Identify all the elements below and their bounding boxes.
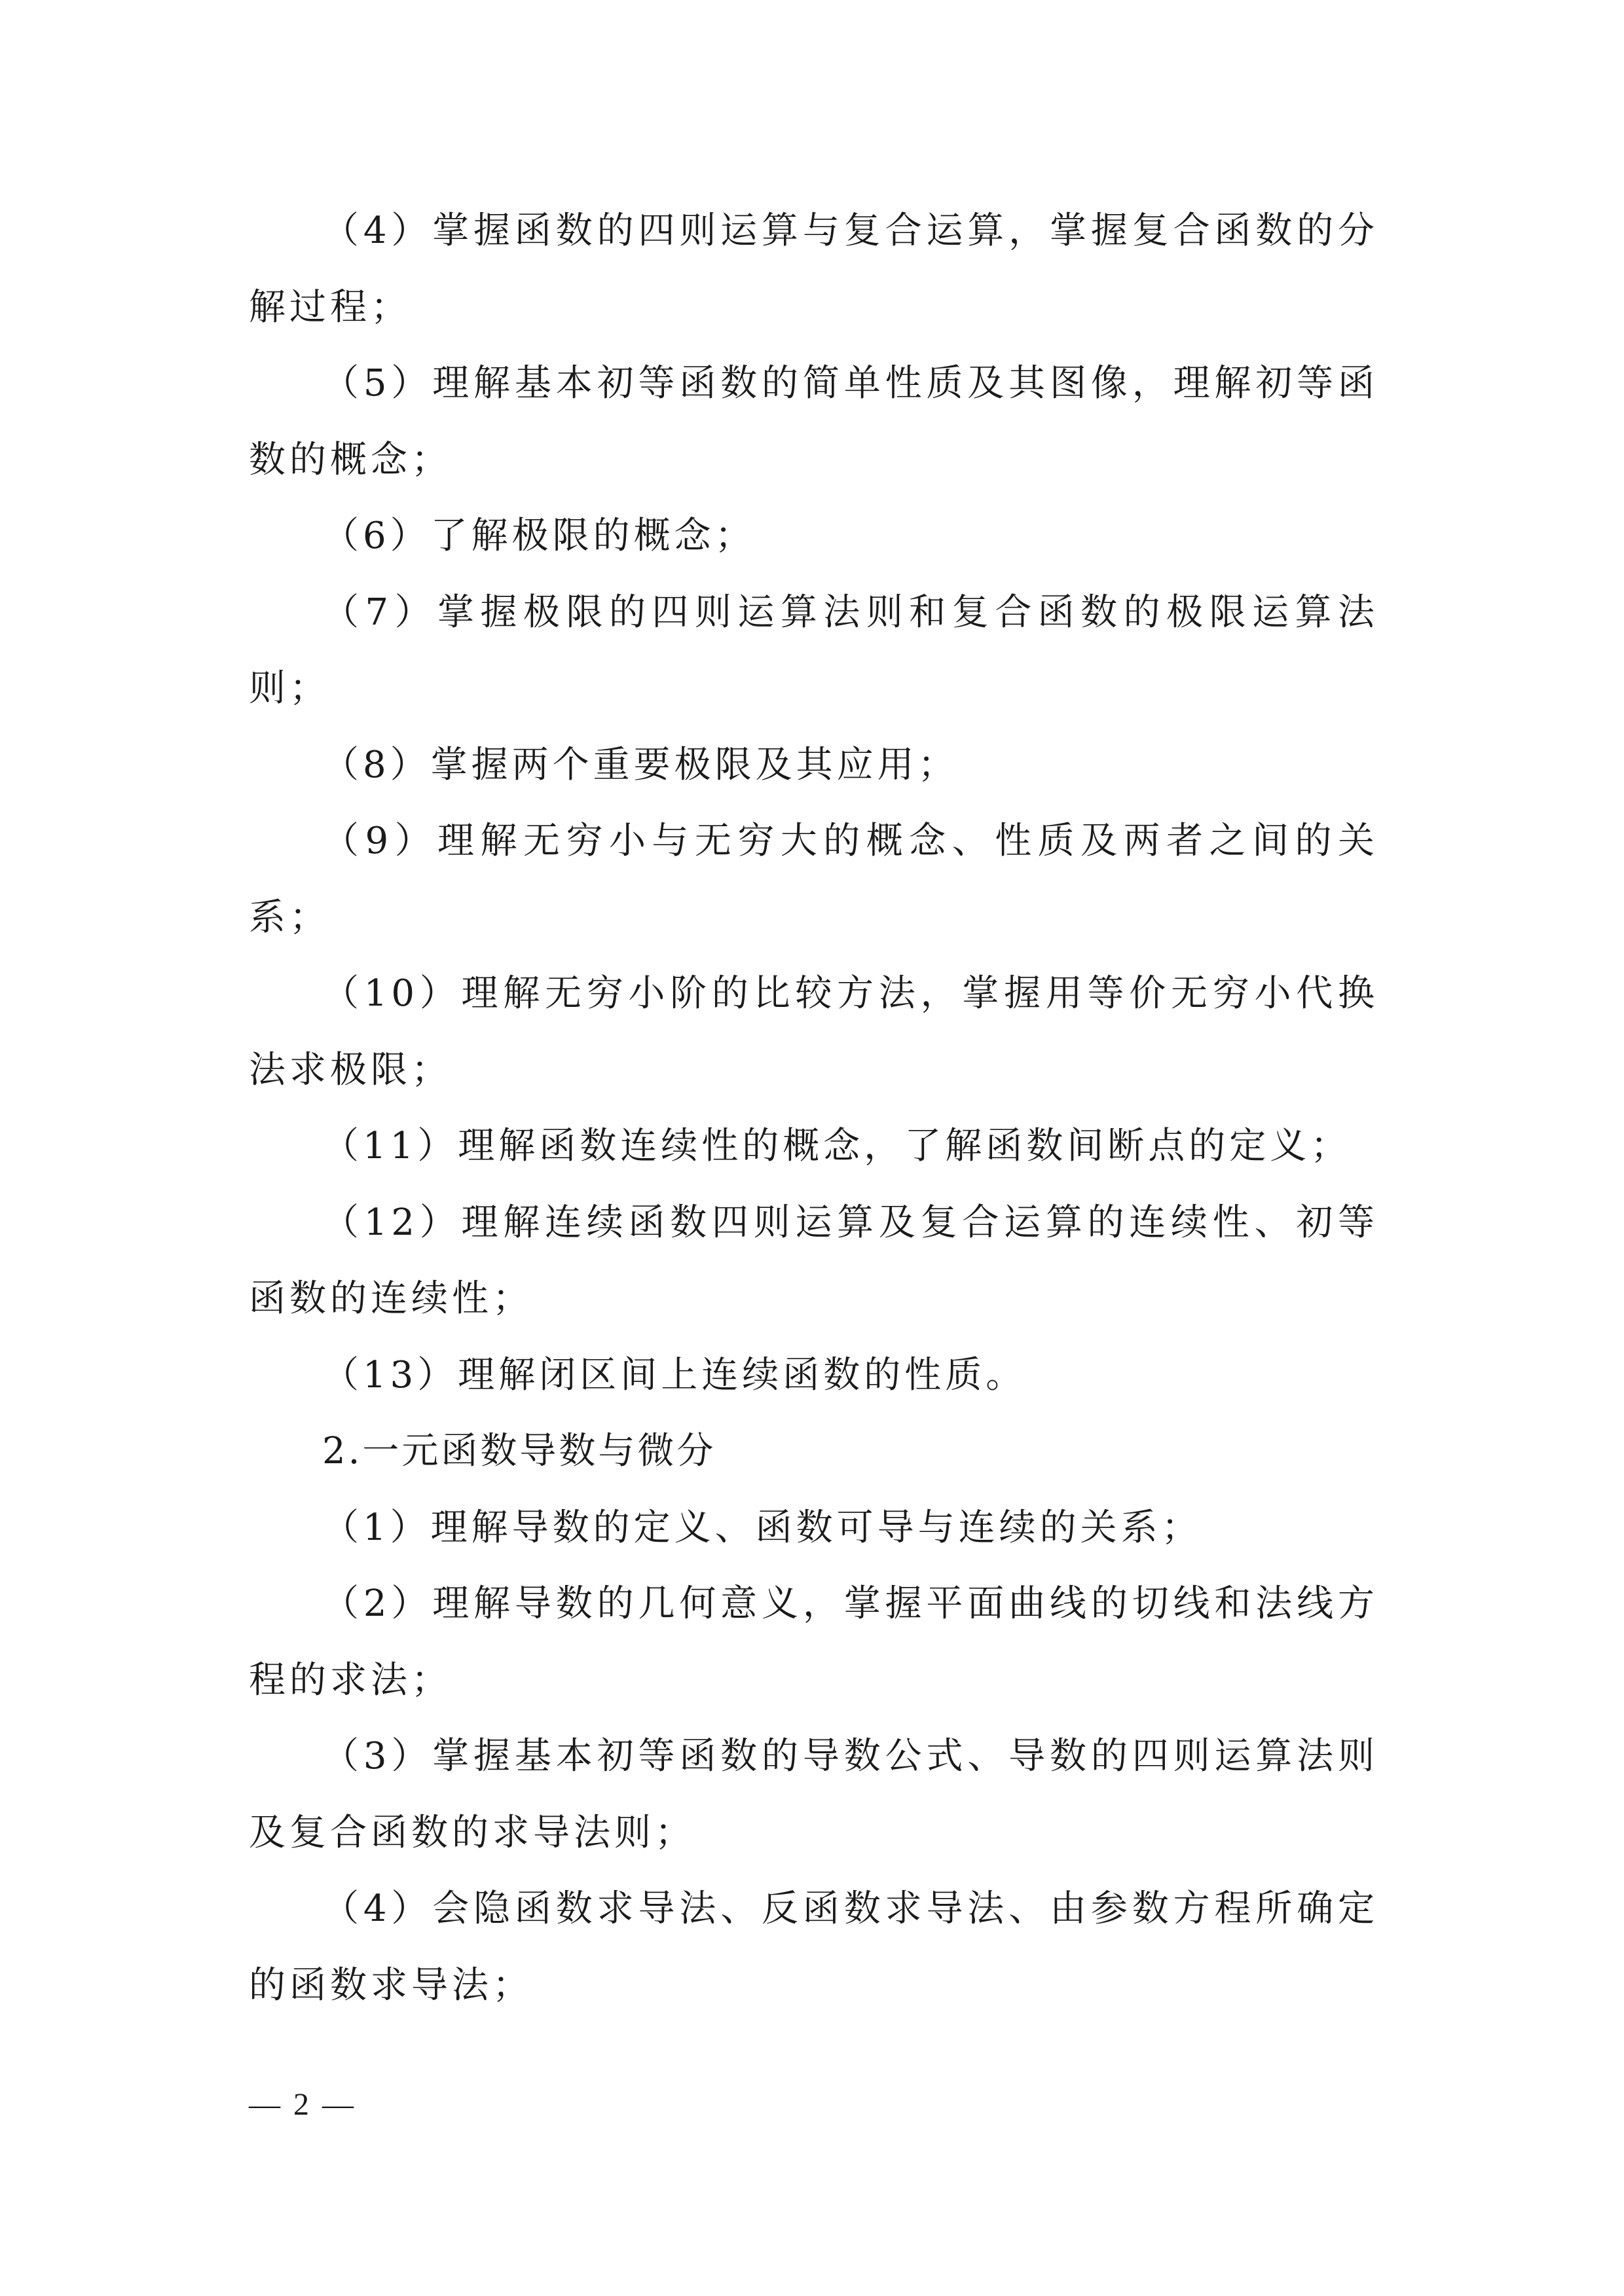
list-item: （4）掌握函数的四则运算与复合运算，掌握复合函数的分解过程； — [249, 210, 1378, 329]
list-item: （9）理解无穷小与无穷大的概念、性质及两者之间的关系； — [249, 820, 1378, 939]
list-item: （7）掌握极限的四则运算法则和复合函数的极限运算法则； — [249, 591, 1378, 710]
list-item: （6）了解极限的概念； — [322, 515, 756, 557]
document-body — [249, 193, 1378, 2024]
list-item: （2）理解导数的几何意义，掌握平面曲线的切线和法线方程的求法； — [249, 1582, 1378, 1702]
page-number: — 2 — — [249, 2087, 356, 2122]
list-item: （10）理解无穷小阶的比较方法，掌握用等价无穷小代换法求极限； — [249, 972, 1378, 1091]
list-item: （11）理解函数连续性的概念，了解函数间断点的定义； — [322, 1125, 1352, 1167]
section-heading: 2.一元函数导数与微分 — [322, 1430, 716, 1472]
list-item: （3）掌握基本初等函数的导数公式、导数的四则运算法则及复合函数的求导法则； — [249, 1735, 1378, 1854]
list-item: （13）理解闭区间上连续函数的性质。 — [322, 1353, 1027, 1396]
list-item: （5）理解基本初等函数的简单性质及其图像，理解初等函数的概念； — [249, 362, 1378, 481]
list-item: （12）理解连续函数四则运算及复合运算的连续性、初等函数的连续性； — [249, 1201, 1378, 1320]
list-item: （4）会隐函数求导法、反函数求导法、由参数方程所确定的函数求导法； — [249, 1887, 1378, 2007]
list-item: （1）理解导数的定义、函数可导与连续的关系； — [322, 1506, 1202, 1549]
list-item: （8）掌握两个重要极限及其应用； — [322, 743, 959, 786]
